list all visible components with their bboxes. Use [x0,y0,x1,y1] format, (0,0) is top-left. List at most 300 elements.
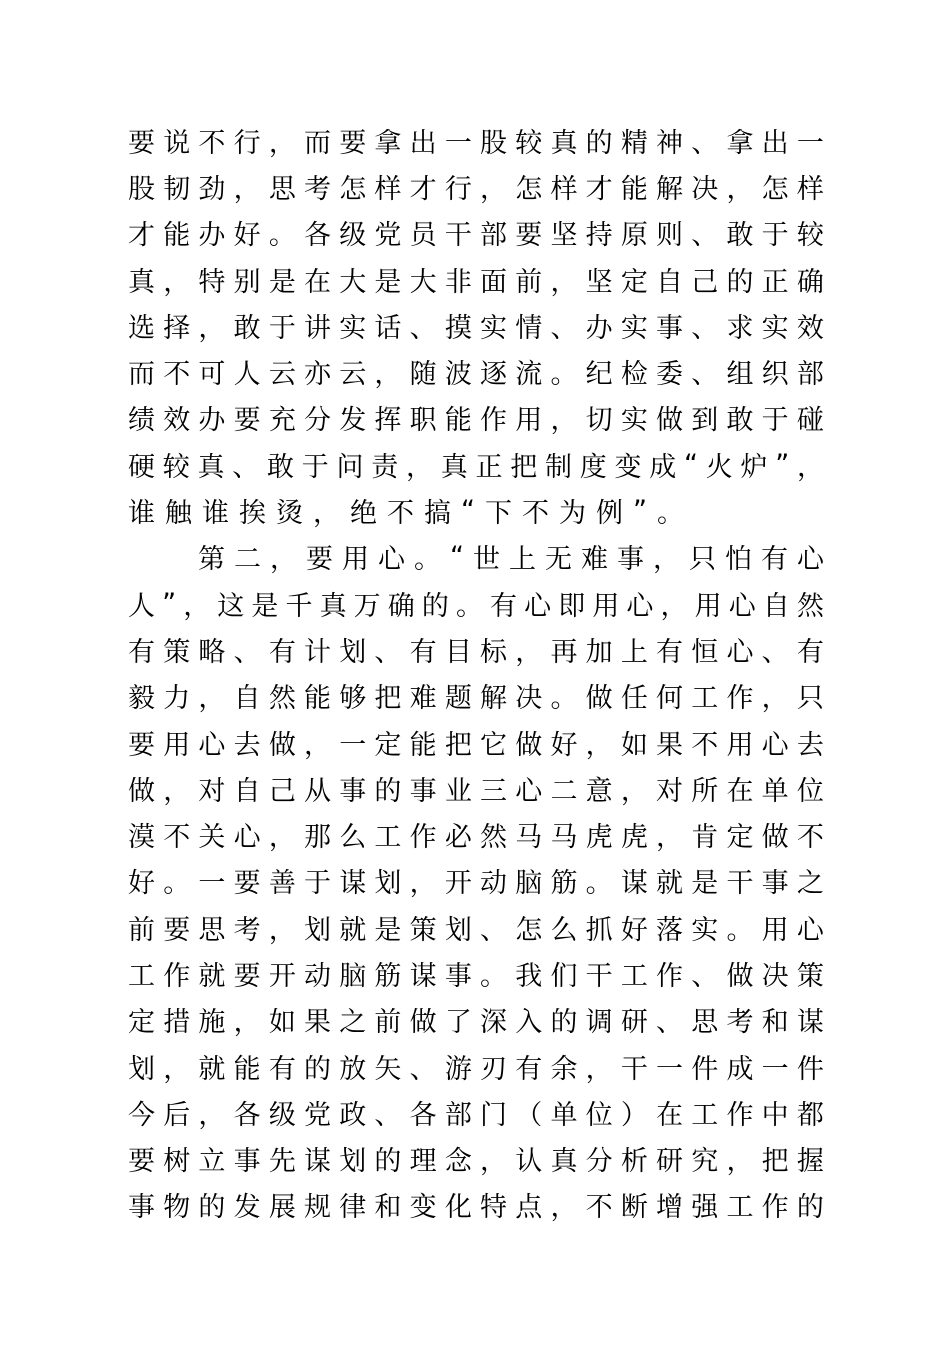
character: 目 [444,636,472,668]
character: 行 [444,173,472,205]
character: 无 [545,544,572,576]
character: 人 [233,359,261,391]
character: 要 [515,220,543,252]
character: ， [268,127,296,159]
character: 发 [233,1192,261,1224]
character: 敢 [233,312,261,344]
character: 说 [163,127,191,159]
character: 要 [128,729,155,761]
character: 做 [726,960,754,992]
character: ， [550,1192,578,1224]
character: 作 [726,683,754,715]
character: 决 [761,960,789,992]
character: 都 [796,1099,824,1131]
character: 落 [656,914,684,946]
character: 心 [796,914,824,946]
character: 万 [353,590,381,622]
text-line [128,117,824,163]
character: 之 [796,868,824,900]
character: 题 [444,683,472,715]
character: 行 [233,127,261,159]
text-line [128,302,824,348]
character: 干 [444,220,472,252]
character: 难 [581,544,608,576]
character: 己 [691,266,719,298]
character: 政 [339,1099,367,1131]
character: 用 [163,729,191,761]
character: 特 [480,1192,508,1224]
character: 股 [128,173,155,205]
character: 求 [726,312,754,344]
character: 单 [550,1099,578,1131]
character: 心 [626,590,654,622]
character: 样 [796,173,824,205]
character: 变 [614,451,642,483]
character: 点 [515,1192,543,1224]
character: 马 [515,822,543,854]
character: 而 [128,359,155,391]
character: 能 [620,173,648,205]
character: 和 [761,1007,789,1039]
character: ， [550,405,578,437]
character: 。 [414,544,441,576]
character: 、 [656,1007,684,1039]
character: 的 [304,1053,332,1085]
character: 员 [409,220,437,252]
character: 、 [550,312,578,344]
character: 划 [128,1053,155,1085]
text-line [128,163,824,209]
character: 一 [761,1053,789,1085]
character: 流 [515,359,543,391]
text-line [128,719,824,765]
character: 做 [268,729,296,761]
character: 问 [336,451,364,483]
character: 自 [762,590,790,622]
character: 非 [444,266,472,298]
character: 何 [656,683,684,715]
character: 怕 [725,544,752,576]
character: 责 [371,451,399,483]
character: 党 [374,220,402,252]
character: 要 [163,914,191,946]
character: 实 [620,405,648,437]
character: 碰 [796,405,824,437]
character: 划 [339,1146,367,1178]
character: 件 [691,1053,719,1085]
character: 于 [304,868,332,900]
character: 刃 [480,1053,508,1085]
character: 矢 [374,1053,402,1085]
text-line [128,1089,824,1135]
character: 正 [475,451,503,483]
character: ， [163,775,191,807]
character: 心 [728,590,756,622]
character: 余 [550,1053,578,1085]
character: 果 [656,729,684,761]
character: 划 [374,868,402,900]
character: 研 [656,1146,684,1178]
character: 析 [620,1146,648,1178]
character: 事 [233,1146,261,1178]
character: 要 [128,1146,155,1178]
character: 才 [128,220,155,252]
character: 入 [515,1007,543,1039]
character: 放 [339,1053,367,1085]
character: 正 [761,266,789,298]
character: 用 [694,590,722,622]
character: 织 [761,359,789,391]
character: 、 [232,451,260,483]
character: 而 [304,127,332,159]
character: “ [461,495,475,527]
character: 究 [691,1146,719,1178]
character: 变 [409,1192,437,1224]
character: 思 [198,914,226,946]
character: 挨 [239,498,266,530]
character: 不 [691,729,719,761]
text-line [128,256,824,302]
character: 能 [304,683,332,715]
character: 在 [304,266,332,298]
character: 脑 [515,868,543,900]
character: 那 [304,822,332,854]
character: 敢 [267,451,294,483]
text-line [128,950,824,996]
character: 了 [444,1007,472,1039]
character: 一 [198,868,226,900]
character: 、 [691,960,719,992]
character: ， [268,914,296,946]
character: 触 [165,498,192,530]
character: 办 [198,220,226,252]
character: 要 [128,127,155,159]
character: 能 [409,729,437,761]
character: 逐 [480,359,508,391]
character: 确 [387,590,415,622]
character: 谋 [339,868,367,900]
character: ） [620,1099,648,1131]
character: 怎 [515,173,543,205]
character: 效 [796,312,824,344]
character: 干 [726,868,754,900]
character: 用 [342,544,369,576]
character: 规 [304,1192,332,1224]
character: 措 [163,1007,191,1039]
character: 部 [480,220,508,252]
character: 制 [545,451,572,483]
character: 抓 [585,914,613,946]
character: ， [374,359,402,391]
character: 事 [656,312,684,344]
character: 心 [797,544,824,576]
character: 不 [163,822,191,854]
character: 特 [198,266,226,298]
character: 大 [339,266,367,298]
character: 、 [691,127,719,159]
character: 挥 [374,405,402,437]
character: 力 [163,683,191,715]
character: 上 [620,636,648,668]
character: 事 [444,960,472,992]
character: 定 [726,822,754,854]
character: ， [233,173,261,205]
character: 要 [233,960,261,992]
character: 部 [796,359,824,391]
character: ， [656,822,684,854]
character: 用 [726,729,754,761]
character: 施 [198,1007,226,1039]
character: 。 [585,868,613,900]
character: 面 [480,266,508,298]
character: ， [163,1053,191,1085]
character: 较 [796,220,824,252]
character: ， [163,266,191,298]
character: 对 [198,775,226,807]
text-line [128,858,824,904]
character: 把 [374,683,402,715]
character: 作 [656,960,684,992]
character: 于 [761,220,789,252]
character: 怎 [515,914,543,946]
character: ， [585,1053,613,1085]
character: 充 [268,405,296,437]
character: 到 [691,405,719,437]
character: 作 [726,1099,754,1131]
character: 是 [251,590,279,622]
character: ， [198,683,226,715]
character: 马 [550,822,578,854]
character: 就 [339,914,367,946]
character: 摸 [444,312,472,344]
character: 检 [620,359,648,391]
character: 自 [656,266,684,298]
character: 后 [163,1099,191,1131]
character: 握 [796,1146,824,1178]
character: 各 [304,220,332,252]
character: 发 [339,405,367,437]
character: ” [633,495,647,527]
character: 划 [339,636,367,668]
character: ， [550,266,578,298]
character: 的 [796,1192,824,1224]
character: 去 [233,729,261,761]
character: 做 [128,775,155,807]
body-text [128,117,824,1228]
character: 有 [409,636,437,668]
character: ， [198,312,226,344]
character: 然 [480,822,508,854]
character: 不 [163,359,191,391]
character: 业 [444,775,472,807]
character: 的 [550,1007,578,1039]
character: 把 [761,1146,789,1178]
character: 、 [691,220,719,252]
character: 出 [761,127,789,159]
character: 干 [620,1053,648,1085]
character: 、 [233,636,261,668]
character: 实 [761,312,789,344]
character: 就 [198,1053,226,1085]
character: 作 [761,1192,789,1224]
character: 断 [620,1192,648,1224]
character: 对 [656,775,684,807]
character: 做 [656,405,684,437]
text-line [128,904,824,950]
character: 划 [304,914,332,946]
character: 动 [480,868,508,900]
character: 这 [217,590,245,622]
character: 任 [620,683,648,715]
character: 解 [480,683,508,715]
character: 恒 [691,636,719,668]
character: 效 [163,405,191,437]
character: 样 [374,173,402,205]
character: 。 [657,498,684,530]
character: 己 [268,775,296,807]
character: 谋 [304,1146,332,1178]
character: 职 [409,405,437,437]
character: 坚 [550,220,578,252]
character: 么 [339,822,367,854]
character: 有 [490,590,518,622]
character: 策 [409,914,437,946]
character: 工 [691,683,719,715]
character: ， [313,498,340,530]
character: 分 [585,1146,613,1178]
character: 做 [761,822,789,854]
character: 要 [306,544,333,576]
character: 策 [796,960,824,992]
character: 把 [444,729,472,761]
character: 真 [128,266,155,298]
character: 只 [796,683,824,715]
paragraph-start-line [128,534,824,580]
character: 解 [656,173,684,205]
text-line [128,441,824,487]
character: 。 [455,590,483,622]
character: 分 [304,405,332,437]
character: 关 [198,822,226,854]
character: 于 [268,312,296,344]
character: 做 [409,1007,437,1039]
character: 劲 [198,173,226,205]
character: 就 [198,960,226,992]
character: 的 [374,1146,402,1178]
character: 韧 [163,173,191,205]
character: （ [515,1099,543,1131]
character: 之 [339,1007,367,1039]
character: 可 [198,359,226,391]
text-line [128,210,824,256]
character: 谁 [128,498,155,530]
character: 要 [233,868,261,900]
character: 考 [233,914,261,946]
character: 、 [691,359,719,391]
character: 心 [233,822,261,854]
character: 实 [691,914,719,946]
character: 、 [480,914,508,946]
character: 实 [620,312,648,344]
character: 树 [163,1146,191,1178]
character: 用 [515,405,543,437]
character: 必 [444,822,472,854]
character: 于 [301,451,329,483]
character: 然 [796,590,824,622]
character: 如 [620,729,648,761]
character: 工 [374,822,402,854]
character: ， [653,544,680,576]
character: 出 [409,127,437,159]
character: 。 [550,359,578,391]
character: 好 [233,220,261,252]
character: 干 [585,960,613,992]
character: 随 [409,359,437,391]
character: 烫 [276,498,303,530]
text-line [128,580,824,626]
character: 今 [128,1099,155,1131]
character: 中 [761,1099,789,1131]
character: 较 [515,127,543,159]
character: 和 [374,1192,402,1224]
character: 略 [198,636,226,668]
character: 做 [515,729,543,761]
character: 立 [198,1146,226,1178]
character: ， [183,590,211,622]
character: 。 [480,960,508,992]
character: 亦 [304,359,332,391]
character: 标 [480,636,508,668]
character: 怎 [339,173,367,205]
character: 念 [444,1146,472,1178]
character: “ [450,541,464,573]
character: 有 [796,636,824,668]
character: 物 [163,1192,191,1224]
character: 委 [656,359,684,391]
character: 能 [233,1053,261,1085]
character: 游 [444,1053,472,1085]
character: ， [480,1146,508,1178]
character: 前 [515,266,543,298]
character: 划 [444,914,472,946]
character: ， [726,173,754,205]
character: 就 [656,868,684,900]
character: 、 [374,1099,402,1131]
character: 虎 [585,822,613,854]
character: 律 [339,1192,367,1224]
character: 、 [761,636,789,668]
character: 去 [796,729,824,761]
character: 二 [550,775,578,807]
character: 情 [515,312,543,344]
text-line [128,1043,824,1089]
character: 级 [268,1099,296,1131]
text-line [128,673,824,719]
character: 拿 [374,127,402,159]
character: 如 [268,1007,296,1039]
character: 把 [510,451,538,483]
character: 精 [620,127,648,159]
character: 工 [620,960,648,992]
character: 好 [128,868,155,900]
character: 化 [444,1192,472,1224]
character: 心 [726,636,754,668]
character: 一 [656,1053,684,1085]
character: 工 [691,1099,719,1131]
character: 要 [339,127,367,159]
character: 是 [268,266,296,298]
character: 大 [409,266,437,298]
